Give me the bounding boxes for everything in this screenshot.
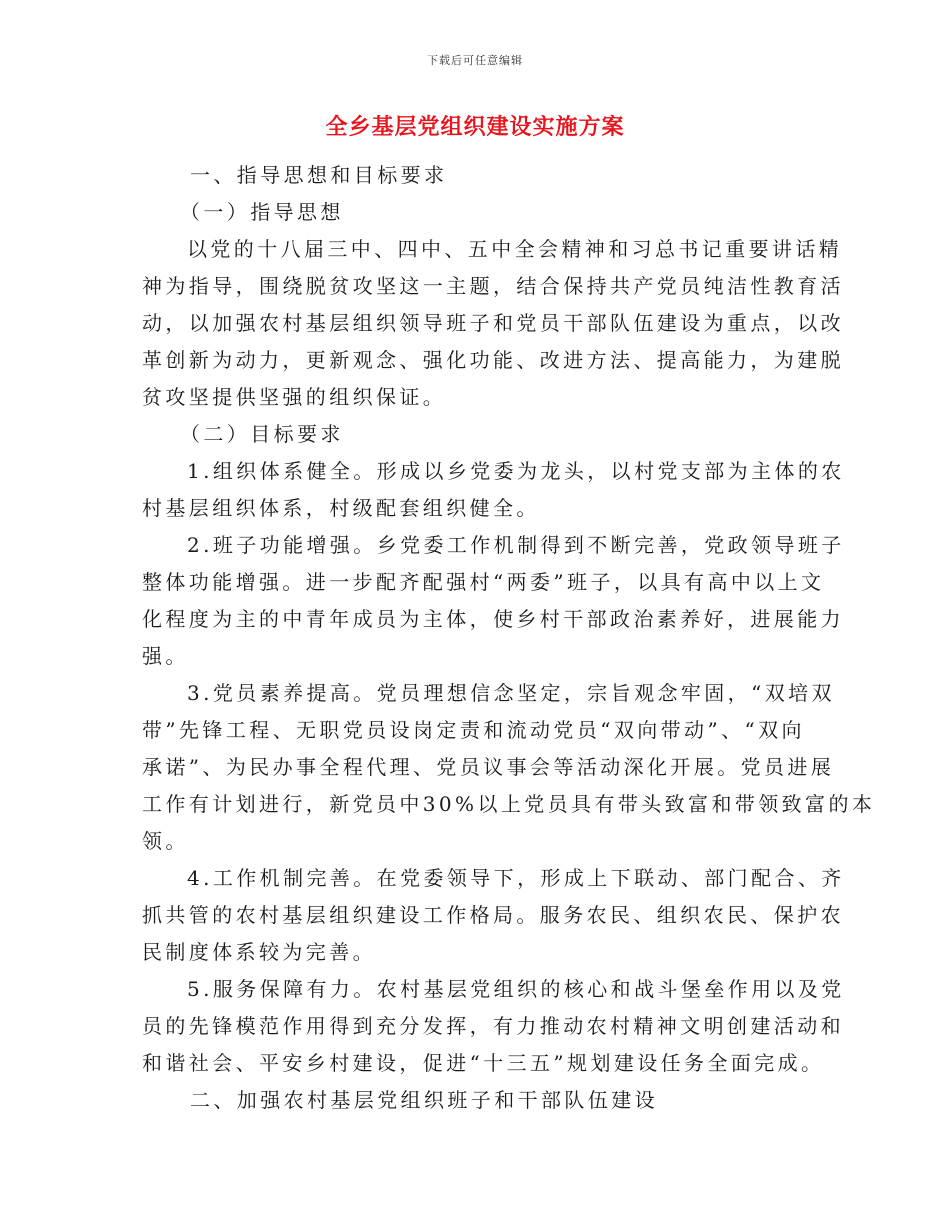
paragraph-line: 强。 [142,644,189,668]
paragraph-line: 革创新为动力，更新观念、强化功能、改进方法、提高能力，为建脱 [142,348,844,372]
document-body [142,157,876,1119]
paragraph-line: 和谐社会、平安乡村建设，促进“十三五”规划建设任务全面完成。 [142,1051,825,1075]
paragraph-line: 贫攻坚提供坚强的组织保证。 [142,385,447,409]
paragraph-line: 1.组织体系健全。形成以乡党委为龙头，以村党支部为主体的农 [187,459,845,483]
section-heading: 二、加强农村基层党组织班子和干部队伍建设 [190,1088,658,1112]
subsection-heading: （一）指导思想 [180,200,344,224]
paragraph-line: 神为指导，围绕脱贫攻坚这一主题，结合保持共产党员纯洁性教育活 [142,274,844,298]
paragraph-line: 抓共管的农村基层组织建设工作格局。服务农民、组织农民、保护农 [142,903,844,927]
paragraph-line: 以党的十八届三中、四中、五中全会精神和习总书记重要讲话精 [187,237,843,261]
paragraph-line: 民制度体系较为完善。 [142,940,376,964]
paragraph-line: 工作有计划进行，新党员中30%以上党员具有带头致富和带领致富的本 [142,792,876,816]
page-header-note: 下载后可任意编辑 [427,54,523,67]
paragraph-line: 领。 [142,829,189,853]
paragraph-line: 承诺”、为民办事全程代理、党员议事会等活动深化开展。党员进展 [142,755,835,779]
paragraph-line: 5.服务保障有力。农村基层党组织的核心和战斗堡垒作用以及党 [187,977,845,1001]
paragraph-line: 整体功能增强。进一步配齐配强村“两委”班子，以具有高中以上文 [142,570,825,594]
document-title: 全乡基层党组织建设实施方案 [325,114,625,140]
paragraph-line: 4.工作机制完善。在党委领导下，形成上下联动、部门配合、齐 [187,866,845,890]
subsection-heading: （二）目标要求 [180,422,344,446]
paragraph-line: 动，以加强农村基层组织领导班子和党员干部队伍建设为重点，以改 [142,311,844,335]
paragraph-line: 化程度为主的中青年成员为主体，使乡村干部政治素养好，进展能力 [142,607,844,631]
paragraph-line: 带”先锋工程、无职党员设岗定责和流动党员“双向带动”、“双向 [142,718,805,742]
section-heading: 一、指导思想和目标要求 [190,163,448,187]
paragraph-line: 3.党员素养提高。党员理想信念坚定，宗旨观念牢固，“双培双 [187,681,835,705]
paragraph-line: 员的先锋模范作用得到充分发挥，有力推动农村精神文明创建活动和 [142,1014,844,1038]
paragraph-line: 村基层组织体系，村级配套组织健全。 [142,496,540,520]
paragraph-line: 2.班子功能增强。乡党委工作机制得到不断完善，党政领导班子 [187,533,845,557]
